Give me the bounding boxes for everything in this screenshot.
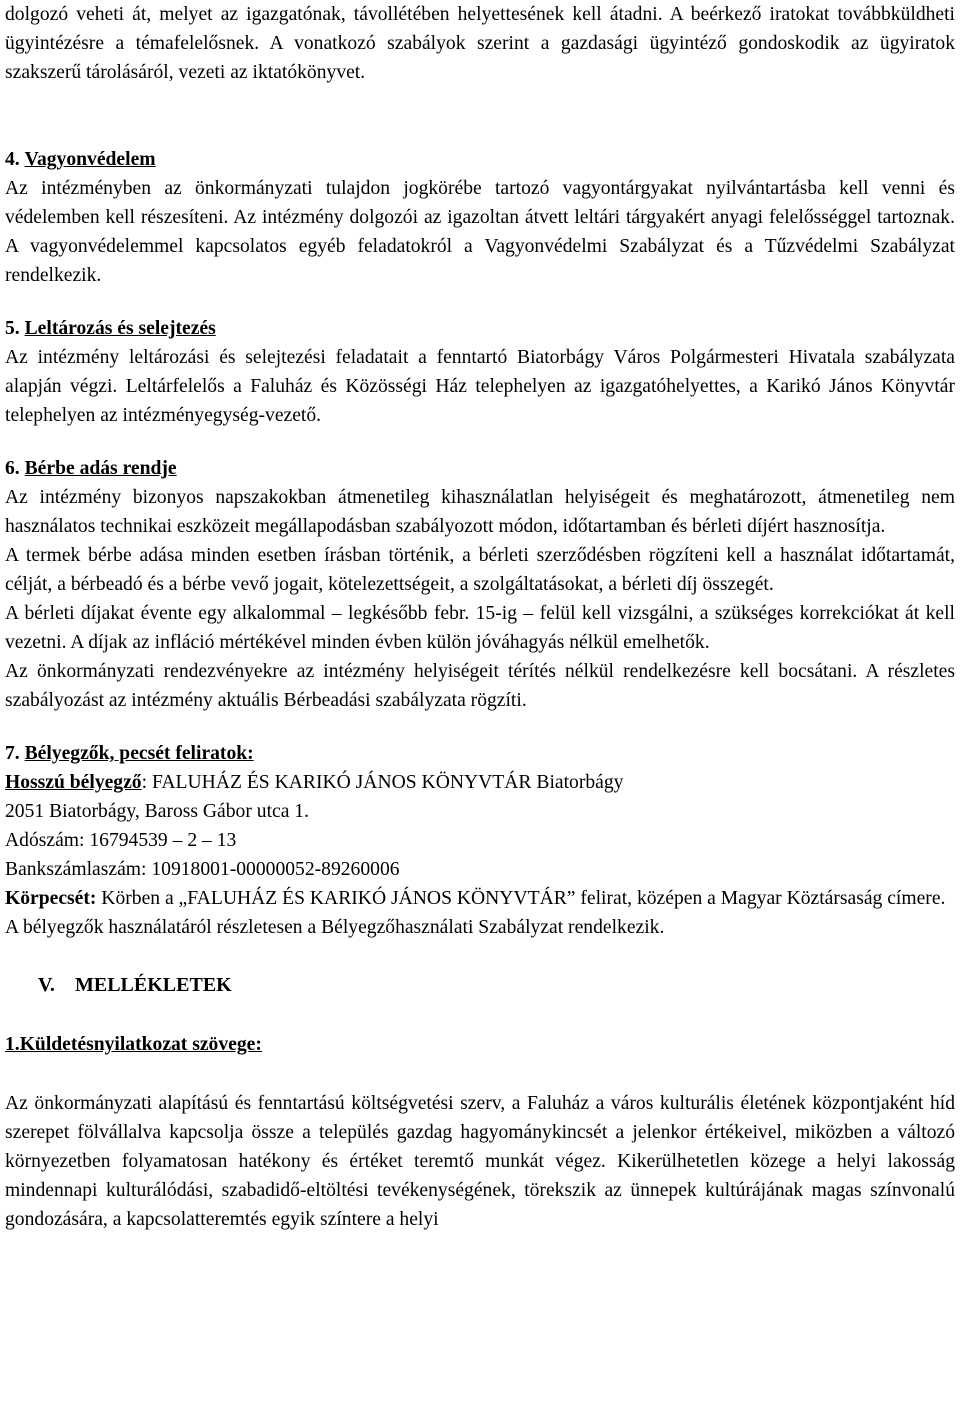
bank-account-line: Bankszámlaszám: 10918001-00000052-89260006 <box>5 859 400 880</box>
section-body: Az intézményben az önkormányzati tulajdon jogkörébe tartozó vagyontárgyakat nyilvántartásba kell venni és védelemben kell részesíteni. Az intézmény dolgozói az igazoltan átvett leltári tárgyakért anyagi felelősséggel tartoznak. A vagyonvédelemmel kapcsolatos egyéb feladatokról a Vagyonvédelmi Szabályzat és a Tűzvédelmi Szabályzat rendelkezik. <box>5 178 955 286</box>
section-berbeadas <box>5 454 955 715</box>
section-title: Leltározás és selejtezés <box>24 318 216 339</box>
section-title: Vagyonvédelem <box>24 149 156 170</box>
appendix-heading <box>5 971 955 1000</box>
round-stamp-line <box>5 884 955 913</box>
tax-number-line: Adószám: 16794539 – 2 – 13 <box>5 830 237 851</box>
section-number: 7. <box>5 743 20 764</box>
round-stamp-label: Körpecsét: <box>5 888 97 909</box>
intro-paragraph: dolgozó veheti át, melyet az igazgatónak, távollétében helyettesének kell átadni. A beérkező iratokat továbbküldheti ügyintézésre a témafelelősnek. A vonatkozó szabályok szerint a gazdasági ügyintéző gondoskodik az ügyiratok szakszerű tárolásáról, vezeti az iktatókönyvet. <box>5 4 955 83</box>
section-leltarozas <box>5 314 955 430</box>
appendix-number: V. <box>38 974 55 996</box>
section-paragraph: Az intézmény bizonyos napszakokban átmenetileg kihasználatlan helyiségeit és meghatározott, átmenetileg nem használatos technikai eszközeit megállapodásban szabályozott módon, időtartamban és bérleti díjért hasznosítja. <box>5 487 955 537</box>
section-title: Bérbe adás rendje <box>24 458 177 479</box>
section-vagyonvedelem <box>5 145 955 290</box>
long-stamp-label: Hosszú bélyegző <box>5 772 142 793</box>
long-stamp-line <box>5 768 955 797</box>
section-title: Bélyegzők, pecsét feliratok: <box>24 743 254 764</box>
section-paragraph: Az önkormányzati rendezvényekre az intézmény helyiségeit térítés nélkül rendelkezésre kell bocsátani. A részletes szabályozást az intézmény aktuális Bérbeadási szabályzata rögzíti. <box>5 661 955 711</box>
section-number: 5. <box>5 318 20 339</box>
appendix-title: MELLÉKLETEK <box>75 974 232 996</box>
appendix-item-title: 1.Küldetésnyilatkozat szövege: <box>5 1034 262 1055</box>
stamp-usage-note: A bélyegzők használatáról részletesen a Bélyegzőhasználati Szabályzat rendelkezik. <box>5 917 665 938</box>
section-paragraph: A bérleti díjakat évente egy alkalommal – legkésőbb febr. 15-ig – felül kell vizsgálni, a szükséges korrekciókat át kell vezetni. A díjak az infláció mértékével minden évben külön jóváhagyás nélkül emelhetők. <box>5 603 955 653</box>
document-page <box>5 0 955 1234</box>
section-body: Az intézmény leltározási és selejtezési feladatait a fenntartó Biatorbágy Város Polgármesteri Hivatala szabályzata alapján végzi. Leltárfelelős a Faluház és Közösségi Ház telephelyen az igazgatóhelyettes, a Karikó János Könyvtár telephelyen az intézményegység-vezető. <box>5 347 955 426</box>
section-number: 6. <box>5 458 20 479</box>
section-paragraph: A termek bérbe adása minden esetben írásban történik, a bérleti szerződésben rögzíteni kell a használat időtartamát, célját, a bérbeadó és a bérbe vevő jogait, kötelezettségeit, a szolgáltatásokat, a bérleti díj összegét. <box>5 545 955 595</box>
section-belyegzok <box>5 739 955 942</box>
section-number: 4. <box>5 149 20 170</box>
long-stamp-value: : FALUHÁZ ÉS KARIKÓ JÁNOS KÖNYVTÁR Biatorbágy <box>141 772 624 793</box>
round-stamp-value: Körben a „FALUHÁZ ÉS KARIKÓ JÁNOS KÖNYVTÁR” felirat, középen a Magyar Köztársaság címere. <box>96 888 946 909</box>
appendix-item-body: Az önkormányzati alapítású és fenntartású költségvetési szerv, a Faluház a város kulturális életének központjaként híd szerepet fölvállalva kapcsolja össze a település gazdag hagyománykincsét a jelenkor értékeivel, miközben a változó környezetben folyamatosan hatékony és értéket teremtő munkát végez. Kikerülhetetlen közege a helyi lakosság mindennapi kulturálódási, szabadidő-eltöltési tevékenységének, törekszik az ünnepek kultúrájának magas színvonalú gondozására, a kapcsolatteremtés egyik színtere a helyi <box>5 1093 955 1230</box>
address-line: 2051 Biatorbágy, Baross Gábor utca 1. <box>5 801 309 822</box>
